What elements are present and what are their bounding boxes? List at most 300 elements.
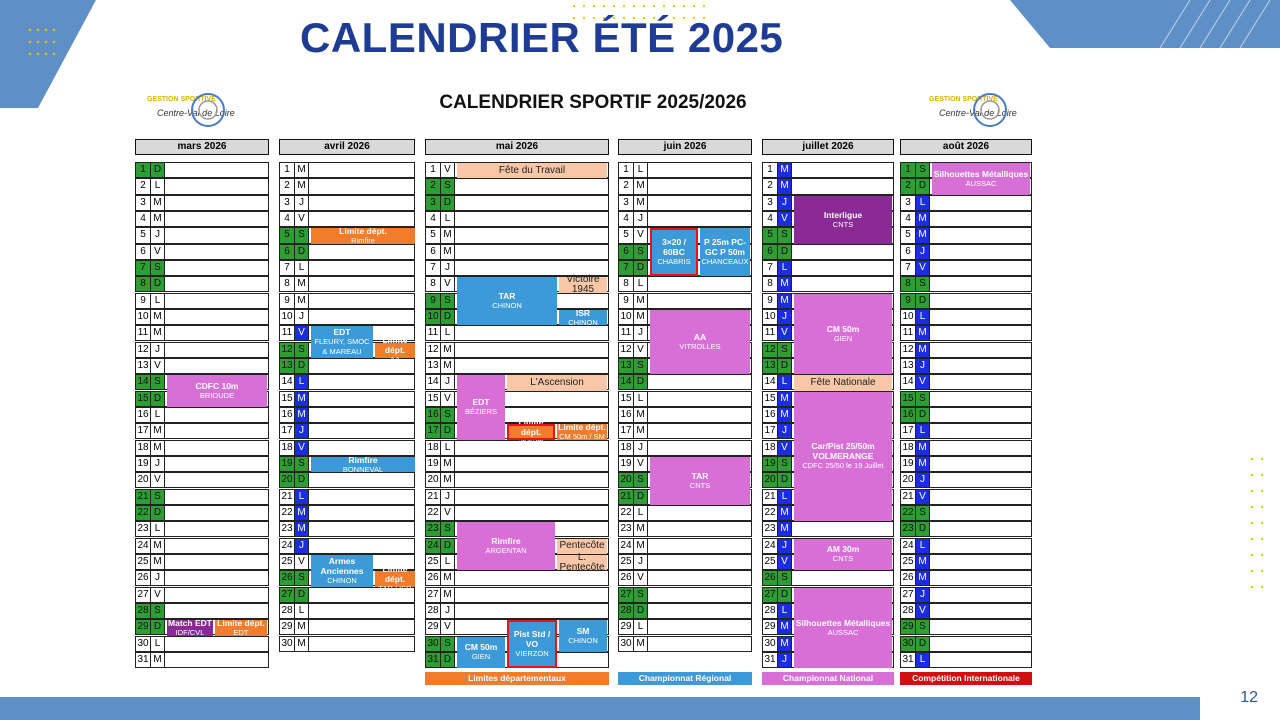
- day-letter: D: [634, 261, 648, 275]
- day-row[interactable]: [425, 489, 609, 505]
- day-row[interactable]: [135, 293, 269, 309]
- day-row[interactable]: [900, 489, 1032, 505]
- day-row[interactable]: [900, 603, 1032, 619]
- day-row[interactable]: [618, 276, 752, 292]
- day-row[interactable]: [618, 293, 752, 309]
- day-number: 21: [901, 490, 916, 504]
- day-row[interactable]: [135, 423, 269, 439]
- day-row[interactable]: [618, 570, 752, 586]
- day-letter: M: [916, 326, 930, 340]
- day-cell: [309, 522, 414, 536]
- day-row[interactable]: [762, 260, 894, 276]
- day-letter: D: [151, 620, 165, 634]
- day-row[interactable]: [425, 505, 609, 521]
- day-row[interactable]: [279, 440, 415, 456]
- day-row[interactable]: [135, 652, 269, 668]
- day-number: 22: [619, 506, 634, 520]
- day-row[interactable]: [900, 358, 1032, 374]
- event-block[interactable]: [559, 307, 607, 327]
- event-block[interactable]: [559, 273, 607, 295]
- day-cell: [165, 310, 268, 324]
- day-row[interactable]: [425, 325, 609, 341]
- day-letter: S: [778, 457, 792, 471]
- event-block[interactable]: [311, 555, 373, 587]
- day-number: 22: [901, 506, 916, 520]
- day-row[interactable]: [618, 195, 752, 211]
- day-letter: J: [916, 245, 930, 259]
- day-row[interactable]: [425, 227, 609, 243]
- day-row[interactable]: [900, 276, 1032, 292]
- day-letter: L: [634, 506, 648, 520]
- day-row[interactable]: [425, 178, 609, 194]
- day-cell: [930, 424, 1031, 438]
- day-letter: D: [295, 245, 309, 259]
- day-cell: [455, 196, 608, 210]
- event-block[interactable]: [457, 277, 557, 325]
- day-row[interactable]: [279, 423, 415, 439]
- day-number: 21: [763, 490, 778, 504]
- day-number: 11: [426, 326, 441, 340]
- day-row[interactable]: [135, 505, 269, 521]
- day-row[interactable]: [135, 178, 269, 194]
- event-subtitle: VITROLLES: [679, 342, 721, 352]
- day-row[interactable]: [279, 505, 415, 521]
- day-row[interactable]: [279, 391, 415, 407]
- day-row[interactable]: [762, 276, 894, 292]
- day-row[interactable]: [425, 342, 609, 358]
- day-row[interactable]: [618, 407, 752, 423]
- day-number: 31: [426, 653, 441, 667]
- day-number: 24: [901, 539, 916, 553]
- event-subtitle: FLEURY, SMOC & MAREAU: [314, 337, 370, 357]
- day-row[interactable]: [135, 407, 269, 423]
- day-number: 7: [901, 261, 916, 275]
- day-number: 3: [426, 196, 441, 210]
- day-number: 8: [136, 277, 151, 291]
- day-number: 21: [280, 490, 295, 504]
- day-row[interactable]: [900, 652, 1032, 668]
- day-letter: S: [634, 245, 648, 259]
- day-cell: [792, 163, 893, 177]
- day-row[interactable]: [279, 538, 415, 554]
- day-row[interactable]: [135, 162, 269, 178]
- day-letter: J: [441, 375, 455, 389]
- day-letter: D: [778, 245, 792, 259]
- day-row[interactable]: [135, 195, 269, 211]
- day-row[interactable]: [135, 587, 269, 603]
- logo-script: Centre-Val de Loire: [939, 108, 1017, 118]
- day-cell: [165, 539, 268, 553]
- day-row[interactable]: [279, 636, 415, 652]
- day-row[interactable]: [900, 407, 1032, 423]
- day-letter: S: [916, 392, 930, 406]
- day-row[interactable]: [425, 472, 609, 488]
- day-row[interactable]: [762, 244, 894, 260]
- day-cell: [165, 212, 268, 226]
- day-row[interactable]: [279, 162, 415, 178]
- day-letter: D: [295, 473, 309, 487]
- day-number: 29: [136, 620, 151, 634]
- day-row[interactable]: [135, 554, 269, 570]
- day-cell: [930, 310, 1031, 324]
- day-row[interactable]: [900, 505, 1032, 521]
- day-letter: M: [634, 424, 648, 438]
- day-row[interactable]: [900, 309, 1032, 325]
- event-subtitle: CM 50m / SM: [559, 431, 605, 441]
- day-letter: D: [441, 539, 455, 553]
- day-number: 26: [426, 571, 441, 585]
- day-row[interactable]: [279, 374, 415, 390]
- day-letter: S: [916, 506, 930, 520]
- day-number: 12: [426, 343, 441, 357]
- day-number: 20: [136, 473, 151, 487]
- day-row[interactable]: [762, 521, 894, 537]
- day-row[interactable]: [279, 603, 415, 619]
- event-block[interactable]: [794, 375, 892, 390]
- day-number: 15: [901, 392, 916, 406]
- event-subtitle: ARGENTAN: [485, 546, 527, 556]
- day-row[interactable]: [279, 260, 415, 276]
- day-row[interactable]: [618, 391, 752, 407]
- event-block[interactable]: [215, 617, 267, 637]
- day-row[interactable]: [279, 309, 415, 325]
- day-number: 6: [136, 245, 151, 259]
- day-row[interactable]: [900, 587, 1032, 603]
- day-row[interactable]: [618, 162, 752, 178]
- day-letter: J: [151, 228, 165, 242]
- day-number: 27: [136, 588, 151, 602]
- day-cell: [455, 326, 608, 340]
- day-number: 21: [136, 490, 151, 504]
- event-block[interactable]: [457, 637, 505, 669]
- day-letter: M: [634, 196, 648, 210]
- day-row[interactable]: [900, 472, 1032, 488]
- day-number: 20: [280, 473, 295, 487]
- day-letter: V: [151, 473, 165, 487]
- day-row[interactable]: [900, 636, 1032, 652]
- day-row[interactable]: [135, 489, 269, 505]
- day-number: 23: [136, 522, 151, 536]
- day-row[interactable]: [279, 619, 415, 635]
- day-cell: [165, 522, 268, 536]
- day-row[interactable]: [618, 211, 752, 227]
- day-row[interactable]: [279, 489, 415, 505]
- event-block[interactable]: [457, 522, 555, 570]
- day-letter: S: [634, 359, 648, 373]
- day-letter: M: [295, 637, 309, 651]
- day-row[interactable]: [135, 636, 269, 652]
- day-number: 8: [426, 277, 441, 291]
- day-number: 14: [426, 375, 441, 389]
- day-cell: [930, 571, 1031, 585]
- day-row[interactable]: [425, 244, 609, 260]
- day-cell: [648, 424, 751, 438]
- day-row[interactable]: [279, 293, 415, 309]
- day-row[interactable]: [135, 260, 269, 276]
- day-letter: J: [441, 604, 455, 618]
- day-letter: L: [778, 261, 792, 275]
- day-letter: M: [151, 196, 165, 210]
- event-title: Limite dépt.: [382, 335, 408, 356]
- event-title: Rimfire: [348, 454, 378, 465]
- day-row[interactable]: [135, 521, 269, 537]
- day-cell: [648, 441, 751, 455]
- day-number: 29: [763, 620, 778, 634]
- event-title: Pentecôte: [559, 540, 605, 552]
- event-title: L'Ascension: [530, 376, 584, 388]
- day-row[interactable]: [135, 309, 269, 325]
- day-row[interactable]: [425, 456, 609, 472]
- day-row[interactable]: [135, 472, 269, 488]
- day-row[interactable]: [618, 603, 752, 619]
- day-row[interactable]: [618, 521, 752, 537]
- event-block[interactable]: [311, 225, 415, 245]
- day-row[interactable]: [900, 293, 1032, 309]
- day-row[interactable]: [425, 195, 609, 211]
- event-title: Armes Anciennes: [320, 555, 364, 576]
- day-row[interactable]: [618, 178, 752, 194]
- event-block[interactable]: [167, 375, 267, 407]
- day-row[interactable]: [135, 211, 269, 227]
- day-cell: [930, 522, 1031, 536]
- event-block[interactable]: [794, 392, 892, 522]
- day-row[interactable]: [900, 423, 1032, 439]
- day-row[interactable]: [900, 342, 1032, 358]
- day-number: 4: [619, 212, 634, 226]
- day-cell: [648, 392, 751, 406]
- day-number: 18: [619, 441, 634, 455]
- day-row[interactable]: [900, 244, 1032, 260]
- day-cell: [648, 277, 751, 291]
- event-block[interactable]: [375, 563, 415, 593]
- day-number: 29: [619, 620, 634, 634]
- day-row[interactable]: [900, 440, 1032, 456]
- day-row[interactable]: [135, 603, 269, 619]
- day-letter: V: [778, 212, 792, 226]
- day-number: 11: [901, 326, 916, 340]
- event-block[interactable]: [794, 539, 892, 571]
- day-row[interactable]: [135, 570, 269, 586]
- day-row[interactable]: [135, 342, 269, 358]
- day-row[interactable]: [900, 211, 1032, 227]
- event-subtitle: AUSSAC: [827, 627, 859, 637]
- day-row[interactable]: [900, 325, 1032, 341]
- day-number: 3: [763, 196, 778, 210]
- day-row[interactable]: [279, 472, 415, 488]
- event-title: Limite dépt.: [339, 225, 387, 236]
- day-row[interactable]: [425, 587, 609, 603]
- day-letter: M: [778, 408, 792, 422]
- day-cell: [930, 506, 1031, 520]
- day-row[interactable]: [618, 505, 752, 521]
- day-row[interactable]: [135, 325, 269, 341]
- day-letter: M: [151, 441, 165, 455]
- day-number: 5: [763, 228, 778, 242]
- day-letter: J: [295, 424, 309, 438]
- event-title: Rimfire: [491, 536, 521, 547]
- day-number: 5: [901, 228, 916, 242]
- event-subtitle: 25/50m: [518, 436, 544, 446]
- day-row[interactable]: [279, 244, 415, 260]
- day-letter: M: [778, 163, 792, 177]
- day-number: 23: [901, 522, 916, 536]
- day-letter: V: [778, 555, 792, 569]
- day-cell: [165, 359, 268, 373]
- event-block[interactable]: [794, 294, 892, 375]
- day-cell: [930, 539, 1031, 553]
- day-row[interactable]: [618, 636, 752, 652]
- event-block[interactable]: [507, 620, 557, 668]
- day-row[interactable]: [279, 195, 415, 211]
- event-block[interactable]: [507, 375, 607, 390]
- day-letter: M: [634, 310, 648, 324]
- event-block[interactable]: [559, 620, 607, 652]
- event-block[interactable]: [457, 163, 607, 178]
- day-cell: [648, 555, 751, 569]
- day-number: 11: [619, 326, 634, 340]
- day-letter: J: [634, 441, 648, 455]
- day-number: 23: [280, 522, 295, 536]
- day-row[interactable]: [425, 440, 609, 456]
- day-number: 9: [763, 294, 778, 308]
- event-block[interactable]: [375, 335, 415, 365]
- day-row[interactable]: [900, 195, 1032, 211]
- event-block[interactable]: [650, 457, 750, 505]
- day-row[interactable]: [900, 554, 1032, 570]
- event-title: Fête du Travail: [498, 164, 566, 176]
- day-number: 1: [136, 163, 151, 177]
- day-letter: L: [441, 555, 455, 569]
- day-row[interactable]: [900, 619, 1032, 635]
- day-number: 22: [426, 506, 441, 520]
- day-row[interactable]: [618, 538, 752, 554]
- event-block[interactable]: [794, 196, 892, 244]
- event-block[interactable]: [700, 228, 750, 276]
- day-row[interactable]: [618, 374, 752, 390]
- day-letter: S: [295, 571, 309, 585]
- day-cell: [648, 506, 751, 520]
- event-block[interactable]: [650, 310, 750, 374]
- day-letter: V: [634, 228, 648, 242]
- day-row[interactable]: [135, 244, 269, 260]
- day-row[interactable]: [135, 440, 269, 456]
- day-row[interactable]: [900, 391, 1032, 407]
- day-letter: D: [916, 294, 930, 308]
- day-cell: [792, 261, 893, 275]
- event-block[interactable]: [794, 588, 892, 669]
- day-cell: [165, 163, 268, 177]
- day-row[interactable]: [618, 423, 752, 439]
- day-row[interactable]: [900, 227, 1032, 243]
- day-letter: D: [916, 408, 930, 422]
- day-row[interactable]: [425, 391, 609, 407]
- day-row[interactable]: [135, 456, 269, 472]
- day-row[interactable]: [135, 358, 269, 374]
- day-letter: L: [634, 392, 648, 406]
- day-row[interactable]: [618, 554, 752, 570]
- day-letter: L: [295, 261, 309, 275]
- day-letter: J: [778, 539, 792, 553]
- event-subtitle: VIERZON: [515, 649, 549, 659]
- day-cell: [309, 637, 414, 651]
- day-letter: D: [295, 359, 309, 373]
- day-row[interactable]: [425, 570, 609, 586]
- day-letter: J: [778, 653, 792, 667]
- day-number: 2: [280, 179, 295, 193]
- legend-item: Championnat Régional: [618, 672, 752, 685]
- day-row[interactable]: [762, 162, 894, 178]
- day-number: 31: [763, 653, 778, 667]
- event-block[interactable]: [311, 326, 373, 358]
- day-number: 24: [763, 539, 778, 553]
- day-cell: [165, 653, 268, 667]
- day-letter: M: [295, 506, 309, 520]
- day-row[interactable]: [425, 211, 609, 227]
- day-cell: [165, 196, 268, 210]
- day-row[interactable]: [279, 276, 415, 292]
- day-letter: S: [634, 473, 648, 487]
- event-block[interactable]: [507, 416, 555, 446]
- day-letter: J: [151, 457, 165, 471]
- day-row[interactable]: [279, 211, 415, 227]
- day-letter: S: [295, 343, 309, 357]
- day-row[interactable]: [279, 521, 415, 537]
- day-row[interactable]: [900, 260, 1032, 276]
- day-row[interactable]: [900, 538, 1032, 554]
- day-row[interactable]: [618, 587, 752, 603]
- day-cell: [165, 490, 268, 504]
- day-row[interactable]: [135, 276, 269, 292]
- day-row[interactable]: [425, 603, 609, 619]
- day-number: 30: [280, 637, 295, 651]
- day-letter: M: [151, 212, 165, 226]
- day-cell: [165, 506, 268, 520]
- day-number: 7: [136, 261, 151, 275]
- legend-item: Championnat National: [762, 672, 894, 685]
- day-row[interactable]: [425, 358, 609, 374]
- day-row[interactable]: [279, 178, 415, 194]
- day-row[interactable]: [900, 570, 1032, 586]
- event-block[interactable]: [557, 421, 607, 441]
- day-number: 28: [901, 604, 916, 618]
- event-block[interactable]: [932, 163, 1030, 195]
- event-block[interactable]: [311, 454, 415, 474]
- logo-left: [135, 84, 235, 134]
- day-row[interactable]: [900, 374, 1032, 390]
- event-subtitle: EDT: [233, 627, 249, 637]
- day-row[interactable]: [900, 456, 1032, 472]
- event-block[interactable]: [457, 375, 505, 439]
- day-row[interactable]: [135, 227, 269, 243]
- day-letter: M: [916, 571, 930, 585]
- event-block[interactable]: [557, 551, 607, 573]
- event-block[interactable]: [167, 617, 213, 637]
- day-letter: S: [151, 261, 165, 275]
- event-title: Match EDT: [168, 617, 212, 628]
- event-block[interactable]: [650, 228, 698, 276]
- day-row[interactable]: [135, 538, 269, 554]
- day-row[interactable]: [900, 521, 1032, 537]
- day-row[interactable]: [762, 570, 894, 586]
- day-row[interactable]: [279, 407, 415, 423]
- day-cell: [309, 245, 414, 259]
- corner-decoration-left: [0, 0, 100, 110]
- day-row[interactable]: [618, 619, 752, 635]
- day-row[interactable]: [618, 440, 752, 456]
- event-subtitle: CHABRIS: [657, 257, 691, 267]
- day-number: 5: [619, 228, 634, 242]
- day-row[interactable]: [762, 178, 894, 194]
